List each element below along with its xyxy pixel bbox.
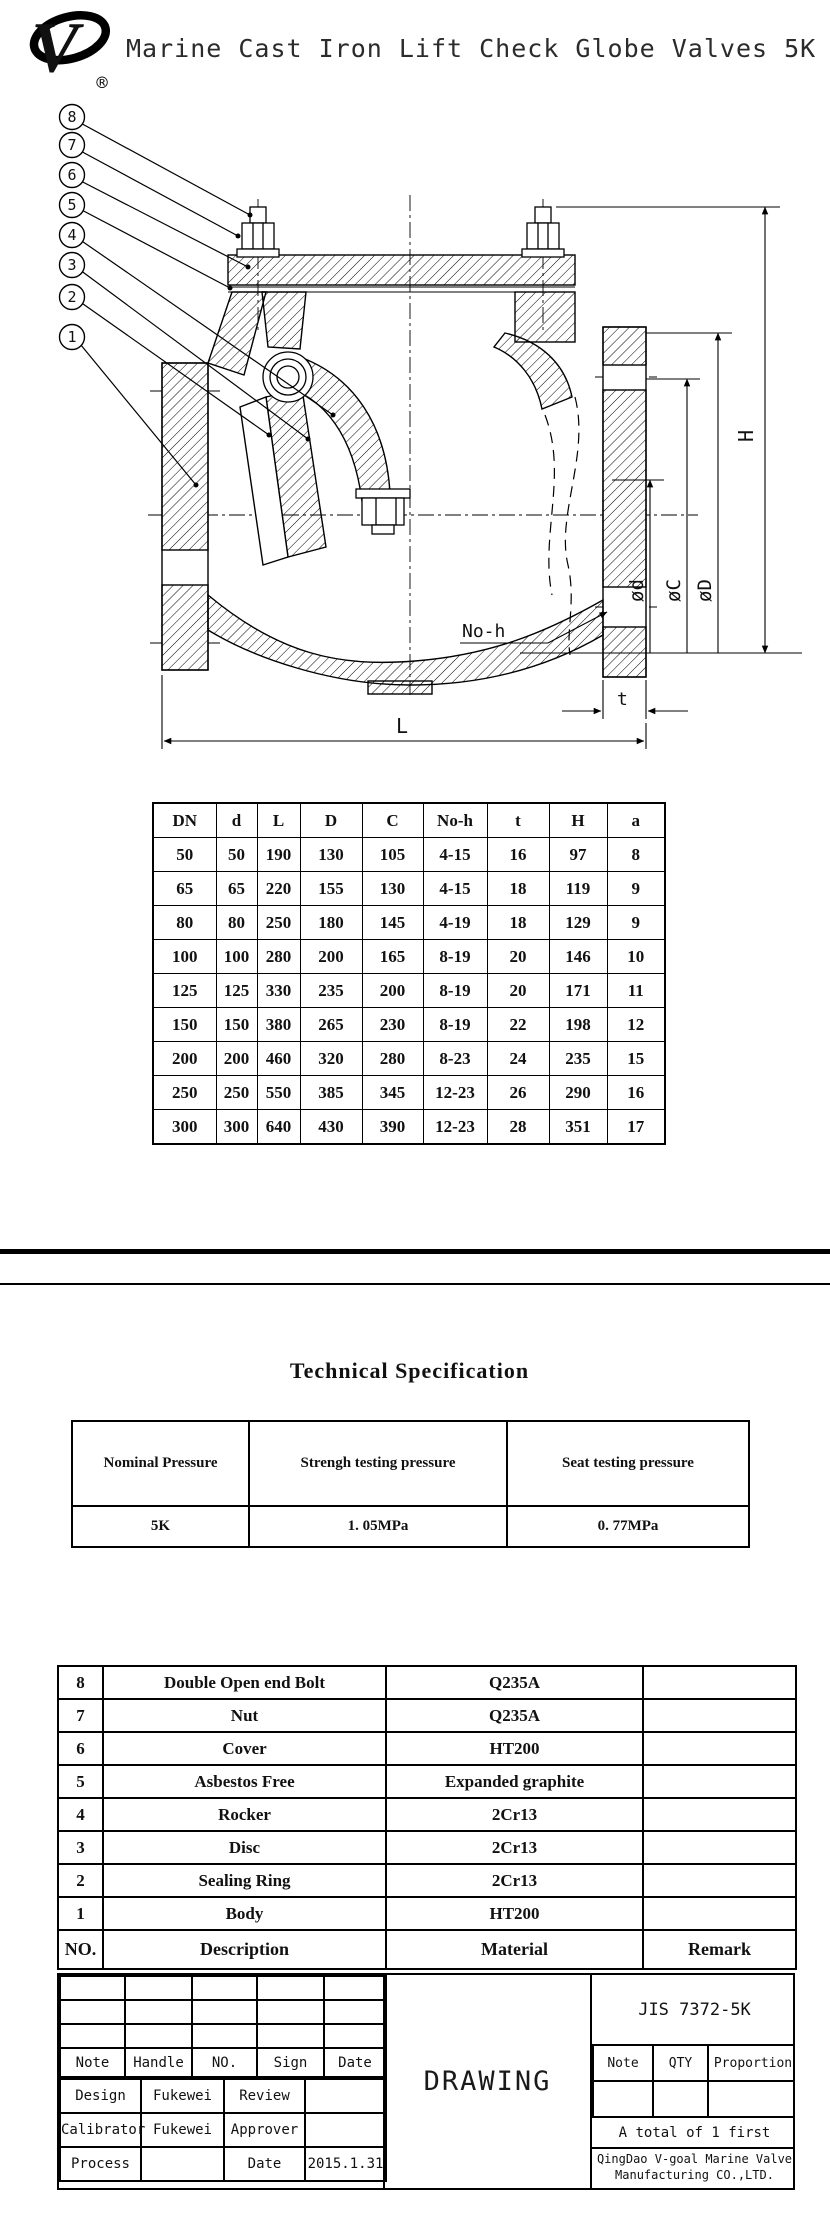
- table-cell: 235: [300, 974, 362, 1008]
- table-cell: L: [257, 803, 300, 838]
- callout-8: 8: [67, 108, 77, 126]
- outlet-flange: [603, 327, 646, 365]
- table-cell: 180: [300, 906, 362, 940]
- table-cell: 235: [549, 1042, 607, 1076]
- table-cell: HT200: [386, 1897, 643, 1930]
- table-cell: No-h: [423, 803, 487, 838]
- svg-text:V: V: [31, 7, 80, 88]
- tb-process-name: [141, 2147, 224, 2181]
- tb-design-label: Design: [60, 2079, 141, 2113]
- table-cell: 119: [549, 872, 607, 906]
- spec-title: Technical Specification: [289, 1358, 530, 1383]
- callout-1: 1: [67, 328, 77, 346]
- table-cell: 345: [362, 1076, 423, 1110]
- table-cell: 12-23: [423, 1110, 487, 1145]
- table-cell: 24: [487, 1042, 549, 1076]
- table-cell: DN: [153, 803, 216, 838]
- table-cell: 290: [549, 1076, 607, 1110]
- table-cell: 18: [487, 872, 549, 906]
- dimensions-table: [152, 802, 666, 1145]
- table-cell: [643, 1897, 796, 1930]
- table-cell: Rocker: [103, 1798, 386, 1831]
- table-cell: 198: [549, 1008, 607, 1042]
- table-cell: 200: [153, 1042, 216, 1076]
- table-cell: Description: [103, 1930, 386, 1969]
- table-cell: a: [607, 803, 665, 838]
- table-cell: 200: [216, 1042, 257, 1076]
- gasket-lines: [228, 287, 575, 292]
- spec-header: Nominal Pressure: [72, 1421, 249, 1506]
- table-cell: 4-19: [423, 906, 487, 940]
- table-cell: 460: [257, 1042, 300, 1076]
- table-cell: 4: [58, 1798, 103, 1831]
- table-cell: 1: [58, 1897, 103, 1930]
- table-cell: 4-15: [423, 872, 487, 906]
- table-cell: 16: [487, 838, 549, 872]
- callout-7: 7: [67, 136, 77, 154]
- table-cell: Material: [386, 1930, 643, 1969]
- tb-proportion-label: Proportion: [708, 2046, 795, 2081]
- tb-design-name: Fukewei: [141, 2079, 224, 2113]
- table-cell: D: [300, 803, 362, 838]
- table-cell: 100: [216, 940, 257, 974]
- table-cell: 12-23: [423, 1076, 487, 1110]
- tb-col-no: NO.: [192, 2048, 257, 2077]
- title-block-middle: [383, 1975, 592, 2188]
- table-cell: 20: [487, 940, 549, 974]
- table-cell: 22: [487, 1008, 549, 1042]
- table-cell: NO.: [58, 1930, 103, 1969]
- table-cell: 250: [257, 906, 300, 940]
- table-cell: 130: [362, 872, 423, 906]
- table-cell: 351: [549, 1110, 607, 1145]
- registered-mark: ®: [96, 71, 108, 94]
- table-cell: [643, 1732, 796, 1765]
- table-cell: [643, 1864, 796, 1897]
- dim-label-phi-D: øD: [694, 579, 716, 602]
- table-cell: 150: [153, 1008, 216, 1042]
- table-cell: 80: [216, 906, 257, 940]
- tb-col-sign: Sign: [257, 2048, 324, 2077]
- table-cell: 97: [549, 838, 607, 872]
- table-cell: 8: [607, 838, 665, 872]
- title-block: [57, 1973, 795, 2190]
- table-cell: t: [487, 803, 549, 838]
- table-cell: 145: [362, 906, 423, 940]
- callout-6: 6: [67, 166, 77, 184]
- tb-review-label: Review: [224, 2079, 305, 2113]
- table-cell: 2Cr13: [386, 1831, 643, 1864]
- table-cell: Sealing Ring: [103, 1864, 386, 1897]
- table-cell: d: [216, 803, 257, 838]
- table-cell: 50: [216, 838, 257, 872]
- table-cell: 3: [58, 1831, 103, 1864]
- tb-date-label: Date: [224, 2147, 305, 2181]
- table-cell: [643, 1765, 796, 1798]
- table-cell: [643, 1666, 796, 1699]
- table-cell: 380: [257, 1008, 300, 1042]
- table-cell: 125: [153, 974, 216, 1008]
- table-cell: H: [549, 803, 607, 838]
- tb-col-note: Note: [60, 2048, 125, 2077]
- table-cell: 105: [362, 838, 423, 872]
- table-cell: 320: [300, 1042, 362, 1076]
- table-cell: 265: [300, 1008, 362, 1042]
- table-cell: 8-19: [423, 1008, 487, 1042]
- table-cell: 390: [362, 1110, 423, 1145]
- table-cell: Q235A: [386, 1699, 643, 1732]
- tb-col-date: Date: [324, 2048, 386, 2077]
- table-cell: Nut: [103, 1699, 386, 1732]
- table-cell: Asbestos Free: [103, 1765, 386, 1798]
- table-cell: 129: [549, 906, 607, 940]
- table-cell: Expanded graphite: [386, 1765, 643, 1798]
- spec-table: [71, 1420, 750, 1548]
- table-cell: [643, 1798, 796, 1831]
- parts-table: [57, 1665, 797, 1970]
- table-cell: 8: [58, 1666, 103, 1699]
- table-cell: 20: [487, 974, 549, 1008]
- table-cell: 80: [153, 906, 216, 940]
- table-cell: HT200: [386, 1732, 643, 1765]
- valve-section-drawing: [0, 95, 830, 760]
- table-cell: 6: [58, 1732, 103, 1765]
- table-cell: 220: [257, 872, 300, 906]
- divider-thin: [0, 1283, 830, 1285]
- table-cell: 2: [58, 1864, 103, 1897]
- table-cell: 640: [257, 1110, 300, 1145]
- tb-calibrator-name: Fukewei: [141, 2113, 224, 2147]
- dim-label-phi-C: øC: [663, 579, 685, 602]
- dim-label-L: L: [396, 714, 409, 738]
- spec-value: 0. 77MPa: [507, 1506, 749, 1547]
- tb-note-label: Note: [593, 2046, 653, 2081]
- table-cell: 250: [153, 1076, 216, 1110]
- table-cell: [643, 1699, 796, 1732]
- table-cell: [643, 1831, 796, 1864]
- table-cell: 9: [607, 872, 665, 906]
- dim-label-t: t: [617, 689, 628, 710]
- table-cell: Disc: [103, 1831, 386, 1864]
- tb-date-value: 2015.1.31: [305, 2147, 386, 2181]
- table-cell: 280: [362, 1042, 423, 1076]
- tb-process-label: Process: [60, 2147, 141, 2181]
- dim-label-phi-d: ød: [626, 579, 648, 602]
- table-cell: 250: [216, 1076, 257, 1110]
- sheet-total: A total of 1 first: [592, 2118, 795, 2149]
- table-cell: 4-15: [423, 838, 487, 872]
- table-cell: 65: [216, 872, 257, 906]
- body-bottom: [208, 595, 603, 685]
- spec-header: Seat testing pressure: [507, 1421, 749, 1506]
- table-cell: 330: [257, 974, 300, 1008]
- table-cell: 200: [300, 940, 362, 974]
- callout-3: 3: [67, 256, 77, 274]
- table-cell: 8-23: [423, 1042, 487, 1076]
- table-cell: 165: [362, 940, 423, 974]
- table-cell: 17: [607, 1110, 665, 1145]
- spec-header: Strengh testing pressure: [249, 1421, 507, 1506]
- table-cell: 50: [153, 838, 216, 872]
- table-cell: Remark: [643, 1930, 796, 1969]
- table-cell: 300: [216, 1110, 257, 1145]
- table-cell: 2Cr13: [386, 1864, 643, 1897]
- table-cell: 11: [607, 974, 665, 1008]
- callout-5: 5: [67, 196, 77, 214]
- table-cell: 100: [153, 940, 216, 974]
- table-cell: 7: [58, 1699, 103, 1732]
- table-cell: 550: [257, 1076, 300, 1110]
- table-cell: 430: [300, 1110, 362, 1145]
- table-cell: Body: [103, 1897, 386, 1930]
- title-block-left: [59, 1975, 385, 2188]
- tb-approver-name: [305, 2113, 386, 2147]
- table-cell: 8-19: [423, 974, 487, 1008]
- table-cell: 9: [607, 906, 665, 940]
- valve-body: [162, 255, 646, 694]
- tb-col-handle: Handle: [125, 2048, 192, 2077]
- spec-value: 5K: [72, 1506, 249, 1547]
- table-cell: 146: [549, 940, 607, 974]
- title-block-right: [592, 1975, 795, 2188]
- tb-review-name: [305, 2079, 386, 2113]
- table-cell: 200: [362, 974, 423, 1008]
- table-cell: 385: [300, 1076, 362, 1110]
- tb-qty-label: QTY: [653, 2046, 708, 2081]
- table-cell: 190: [257, 838, 300, 872]
- table-cell: 10: [607, 940, 665, 974]
- brand-logo-icon: [16, 6, 120, 94]
- table-cell: 155: [300, 872, 362, 906]
- callout-2: 2: [67, 288, 77, 306]
- table-cell: 171: [549, 974, 607, 1008]
- dim-label-H: H: [734, 429, 758, 442]
- tb-calibrator-label: Calibrator: [60, 2113, 141, 2147]
- disc-nut: [362, 498, 404, 525]
- dimension-labels: [396, 430, 758, 738]
- table-cell: C: [362, 803, 423, 838]
- table-cell: Q235A: [386, 1666, 643, 1699]
- table-cell: 150: [216, 1008, 257, 1042]
- table-cell: 65: [153, 872, 216, 906]
- table-cell: 5: [58, 1765, 103, 1798]
- tb-approver-label: Approver: [224, 2113, 305, 2147]
- table-cell: 26: [487, 1076, 549, 1110]
- table-cell: 130: [300, 838, 362, 872]
- table-cell: 12: [607, 1008, 665, 1042]
- table-cell: 280: [257, 940, 300, 974]
- table-cell: 16: [607, 1076, 665, 1110]
- callout-4: 4: [67, 226, 77, 244]
- table-cell: 18: [487, 906, 549, 940]
- dim-label-no-h: No-h: [462, 621, 506, 642]
- table-cell: 230: [362, 1008, 423, 1042]
- table-cell: Double Open end Bolt: [103, 1666, 386, 1699]
- standard-number: JIS 7372-5K: [592, 1975, 795, 2046]
- drawing-label: DRAWING: [423, 2066, 552, 2097]
- table-cell: 15: [607, 1042, 665, 1076]
- table-cell: 8-19: [423, 940, 487, 974]
- cover-section: [228, 255, 575, 285]
- table-cell: Cover: [103, 1732, 386, 1765]
- table-cell: 2Cr13: [386, 1798, 643, 1831]
- table-cell: 300: [153, 1110, 216, 1145]
- company-name: QingDao V-goal Marine Valve Manufacturing CO.,LTD.: [596, 2152, 793, 2182]
- spec-value: 1. 05MPa: [249, 1506, 507, 1547]
- divider-thick: [0, 1249, 830, 1254]
- table-cell: 28: [487, 1110, 549, 1145]
- inlet-flange: [162, 363, 208, 550]
- page-title: Marine Cast Iron Lift Check Globe Valves 5K: [126, 34, 817, 63]
- table-cell: 125: [216, 974, 257, 1008]
